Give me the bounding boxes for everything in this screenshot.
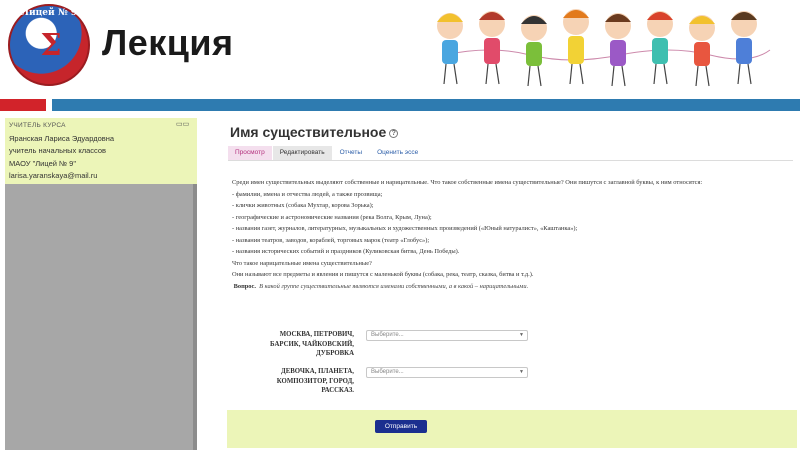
paragraph: - названия театров, заводов, кораблей, торговых марок (театр «Глобус»); <box>232 236 430 244</box>
submit-bar <box>227 410 797 448</box>
question-text: В какой группе существительные являются именами собственными, а в какой – нарицательными. <box>259 282 529 290</box>
paragraph: - названия газет, журналов, литературных, музыкальных и художественных произведений («Юный натуралист», «Каштанка»); <box>232 225 578 232</box>
match-row <box>252 367 528 396</box>
block-controls-icon[interactable]: ▭▭ <box>176 121 190 128</box>
paragraph: - географические и астрономические названия (река Волга, Крым, Луна); <box>232 213 432 221</box>
dropdown-arrow-icon: ▼ <box>519 332 524 338</box>
match-label-line: МОСКВА, ПЕТРОВИЧ, <box>279 331 354 338</box>
question-label: Вопрос. <box>233 282 256 290</box>
teacher-position: учитель начальных классов <box>9 146 107 155</box>
help-icon[interactable]: ? <box>389 129 398 138</box>
header-bar-red <box>0 99 46 111</box>
submit-button[interactable]: Отправить <box>375 420 427 433</box>
paragraph: Что такое нарицательные имена существительные? <box>232 259 372 267</box>
match-label-line: ДУБРОВКА <box>315 350 354 357</box>
match-label-line: БАРСИК, ЧАЙКОВСКИЙ, <box>270 340 354 348</box>
tab-view[interactable]: Просмотр <box>228 146 272 160</box>
select-value: Выберите... <box>371 332 404 338</box>
sigma-icon: Σ <box>40 28 62 63</box>
match-label <box>252 367 354 396</box>
paragraph: - фамилии, имена и отчества людей, а также прозвища; <box>232 190 383 198</box>
tab-reports[interactable]: Отчеты <box>339 149 363 156</box>
tab-edit[interactable]: Редактировать <box>273 146 332 160</box>
match-select-2[interactable] <box>366 367 528 378</box>
block-header: УЧИТЕЛЬ КУРСА <box>9 122 66 129</box>
logo-text: Лицей № 9 <box>21 8 77 18</box>
paragraph: - названия исторических событий и праздников (Куликовская битва, День Победы). <box>232 248 460 255</box>
question <box>232 281 792 293</box>
course-teacher-block <box>5 118 197 184</box>
children-illustration <box>430 0 775 95</box>
school-name: МАОУ "Лицей № 9" <box>9 158 76 168</box>
paragraph: Они называют все предметы и явления и пишутся с маленькой буквы (собака, река, театр, сказка, битва и т.д.). <box>232 271 534 278</box>
tab-bar <box>228 146 426 160</box>
match-label-line: КОМПОЗИТОР, ГОРОД, <box>276 377 354 385</box>
lyceum-logo <box>8 4 90 86</box>
page-title-text: Имя существительное <box>230 124 387 140</box>
match-label-line: РАССКАЗ. <box>321 387 354 394</box>
paragraph: - клички животных (собака Мухтар, корова Зорька); <box>232 202 374 209</box>
match-label <box>252 330 354 359</box>
header-bar-blue <box>52 99 800 111</box>
paragraph: Среди имен существительных выделяют собственные и нарицательные. Что такое собственные имена существительные? Они пишутся с заглавной буквы, к ним относятся: <box>232 179 703 186</box>
lesson-text <box>232 177 792 292</box>
page-title <box>230 124 398 140</box>
teacher-name: Яранская Лариса Эдуардовна <box>9 133 115 143</box>
tab-grade-essays[interactable]: Оценить эссе <box>377 149 419 156</box>
slide-title: Лекция <box>102 22 234 63</box>
main-content <box>222 118 800 450</box>
select-value: Выберите... <box>371 369 404 375</box>
match-select-1[interactable] <box>366 330 528 341</box>
tab-divider <box>228 160 793 161</box>
teacher-email[interactable]: larisa.yaranskaya@mail.ru <box>9 171 98 180</box>
dropdown-arrow-icon: ▼ <box>519 369 524 375</box>
match-row <box>252 330 528 359</box>
match-label-line: ДЕВОЧКА, ПЛАНЕТА, <box>281 368 354 375</box>
